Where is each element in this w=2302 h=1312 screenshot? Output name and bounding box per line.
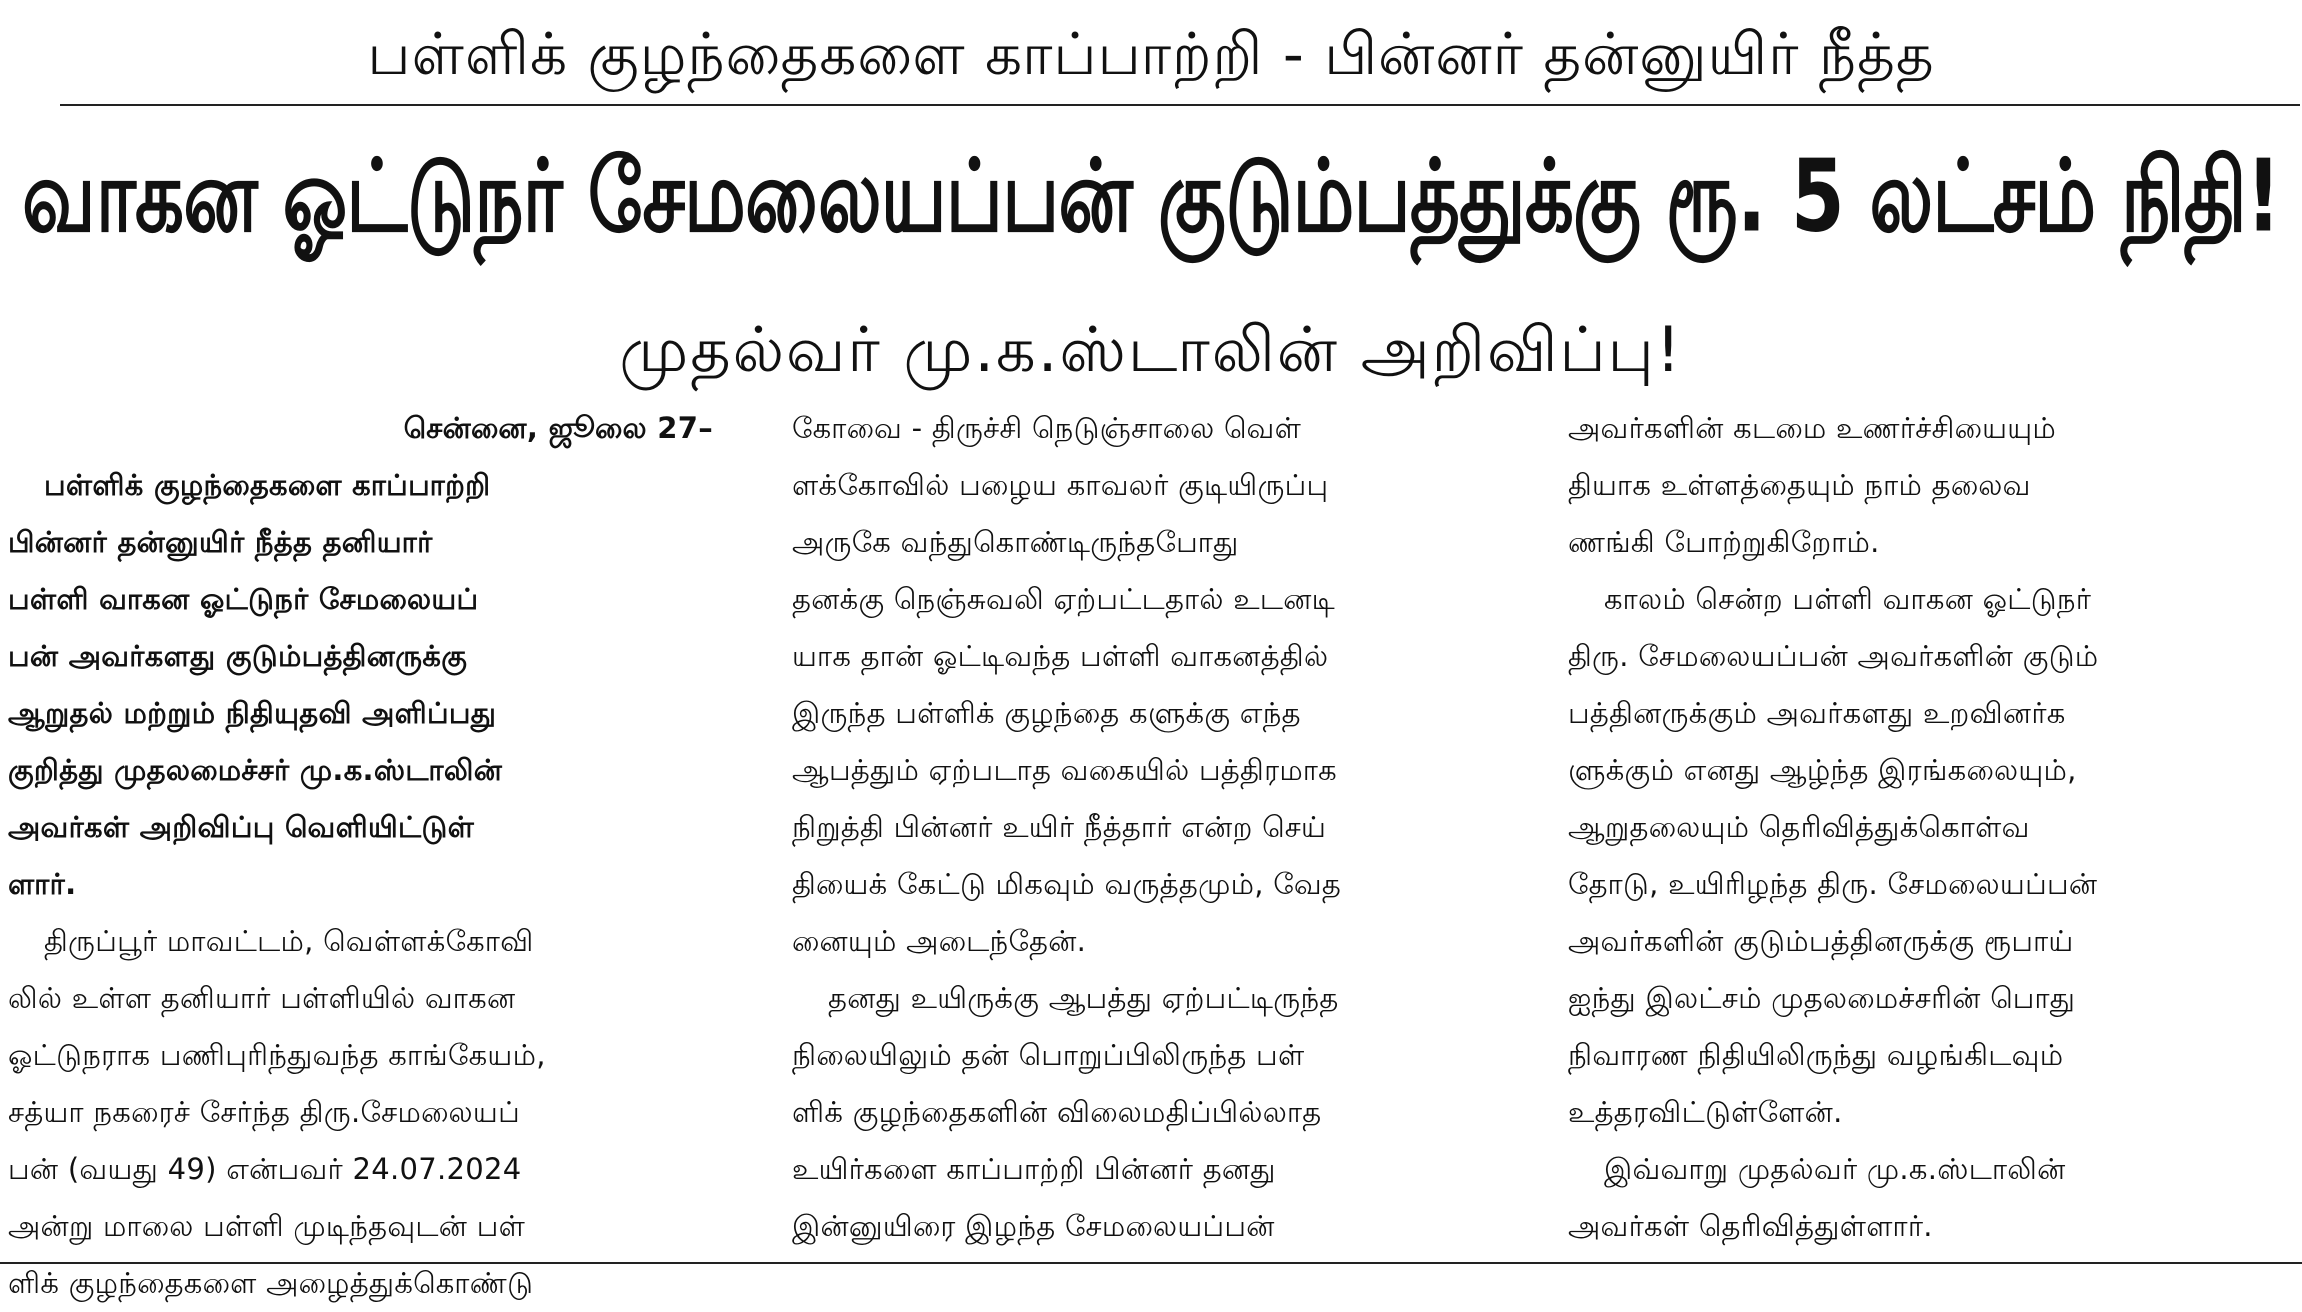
main-headline: வாகன ஓட்டுநர் சேமலையப்பன் குடும்பத்துக்கு ரூ. 5 லட்சம் நிதி! xyxy=(22,139,2280,256)
text-line: பன் அவர்களது குடும்பத்தினருக்கு xyxy=(8,639,468,673)
text-line: ஆறுதலையும் தெரிவித்துக்கொள்வ xyxy=(1568,810,2030,844)
text-line: தனது உயிருக்கு ஆபத்து ஏற்பட்டிருந்த xyxy=(828,981,1339,1015)
divider-rule-bottom xyxy=(0,1262,2302,1264)
text-line: கோவை - திருச்சி நெடுஞ்சாலை வெள் xyxy=(792,411,1302,445)
text-line: இவ்வாறு முதல்வர் மு.க.ஸ்டாலின் xyxy=(1604,1152,2066,1186)
text-line: அருகே வந்துகொண்டிருந்தபோது xyxy=(792,525,1239,559)
text-line: அன்று மாலை பள்ளி முடிந்தவுடன் பள் xyxy=(8,1209,526,1243)
text-line: ளுக்கும் எனது ஆழ்ந்த இரங்கலையும், xyxy=(1568,753,2077,787)
text-line: அவர்கள் அறிவிப்பு வெளியிட்டுள் xyxy=(8,810,475,844)
text-line: உத்தரவிட்டுள்ளேன். xyxy=(1568,1095,1843,1129)
dateline: சென்னை, ஜூலை 27– xyxy=(403,411,713,445)
divider-rule-top xyxy=(60,104,2300,106)
text-line: ஓட்டுநராக பணிபுரிந்துவந்த காங்கேயம், xyxy=(8,1038,546,1072)
article-column-3 xyxy=(1568,400,2293,1255)
text-line: குறித்து முதலமைச்சர் மு.க.ஸ்டாலின் xyxy=(8,753,503,787)
text-line: ணங்கி போற்றுகிறோம். xyxy=(1568,525,1880,559)
text-line: பத்தினருக்கும் அவர்களது உறவினர்க xyxy=(1568,696,2066,730)
text-line: சத்யா நகரைச் சேர்ந்த திரு.சேமலையப் xyxy=(8,1095,520,1129)
text-line: ளிக் குழந்தைகளை அழைத்துக்கொண்டு xyxy=(8,1266,534,1300)
text-line: இன்னுயிரை இழந்த சேமலையப்பன் xyxy=(792,1209,1275,1243)
text-line: ளிக் குழந்தைகளின் விலைமதிப்பில்லாத xyxy=(792,1095,1322,1129)
text-line: திருப்பூர் மாவட்டம், வெள்ளக்கோவி xyxy=(44,924,534,958)
article-column-2 xyxy=(792,400,1517,1255)
text-line: தியாக உள்ளத்தையும் நாம் தலைவ xyxy=(1568,468,2031,502)
text-line: காலம் சென்ற பள்ளி வாகன ஓட்டுநர் xyxy=(1604,582,2092,616)
article-body xyxy=(8,400,2302,1300)
text-line: பள்ளி வாகன ஓட்டுநர் சேமலையப் xyxy=(8,582,479,616)
text-line: ஆபத்தும் ஏற்படாத வகையில் பத்திரமாக xyxy=(792,753,1338,787)
text-line: தனக்கு நெஞ்சுவலி ஏற்பட்டதால் உடனடி xyxy=(792,582,1336,616)
text-line: உயிர்களை காப்பாற்றி பின்னர் தனது xyxy=(792,1152,1276,1186)
text-line: லில் உள்ள தனியார் பள்ளியில் வாகன xyxy=(8,981,516,1015)
text-line: அவர்களின் குடும்பத்தினருக்கு ரூபாய் xyxy=(1568,924,2074,958)
text-line: அவர்கள் தெரிவித்துள்ளார். xyxy=(1568,1209,1933,1243)
text-line: அவர்களின் கடமை உணர்ச்சியையும் xyxy=(1568,411,2057,445)
text-line: பின்னர் தன்னுயிர் நீத்த தனியார் xyxy=(8,525,433,559)
text-line: ஆறுதல் மற்றும் நிதியுதவி அளிப்பது xyxy=(8,696,497,730)
text-line: நிறுத்தி பின்னர் உயிர் நீத்தார் என்ற செய் xyxy=(792,810,1327,844)
text-line: னையும் அடைந்தேன். xyxy=(792,924,1087,958)
sub-headline: முதல்வர் மு.க.ஸ்டாலின் அறிவிப்பு! xyxy=(619,313,1683,386)
text-line: ஐந்து இலட்சம் முதலமைச்சரின் பொது xyxy=(1568,981,2076,1015)
text-line: நிலையிலும் தன் பொறுப்பிலிருந்த பள் xyxy=(792,1038,1305,1072)
text-line: பன் (வயது 49) என்பவர் 24.07.2024 xyxy=(8,1152,522,1186)
kicker-headline: பள்ளிக் குழந்தைகளை காப்பாற்றி - பின்னர் தன்னுயிர் நீத்த xyxy=(367,20,1935,88)
text-line: திரு. சேமலையப்பன் அவர்களின் குடும் xyxy=(1568,639,2099,673)
text-line: ளார். xyxy=(8,867,77,901)
text-line: ளக்கோவில் பழைய காவலர் குடியிருப்பு xyxy=(792,468,1329,502)
text-line: இருந்த பள்ளிக் குழந்தை களுக்கு எந்த xyxy=(792,696,1301,730)
text-line: தோடு, உயிரிழந்த திரு. சேமலையப்பன் xyxy=(1568,867,2098,901)
text-line: நிவாரண நிதியிலிருந்து வழங்கிடவும் xyxy=(1568,1038,2064,1072)
text-line: பள்ளிக் குழந்தைகளை காப்பாற்றி xyxy=(44,468,491,502)
text-line: யாக தான் ஓட்டிவந்த பள்ளி வாகனத்தில் xyxy=(792,639,1329,673)
article-column-1 xyxy=(8,400,733,1300)
text-line: தியைக் கேட்டு மிகவும் வருத்தமும், வேத xyxy=(792,867,1342,901)
